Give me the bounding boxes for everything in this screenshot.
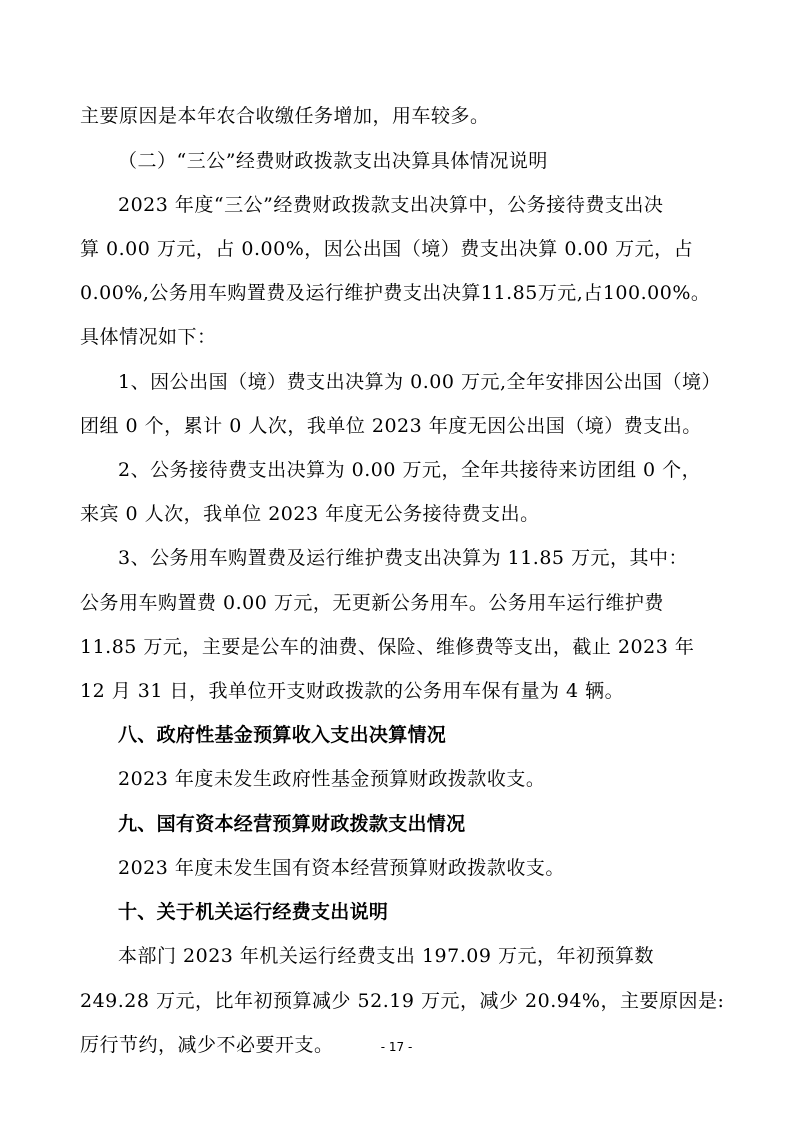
- paragraph-line: 249.28 万元，比年初预算减少 52.19 万元，减少 20.94%，主要原因是:: [80, 990, 725, 1012]
- section-heading: 八、政府性基金预算收入支出决算情况: [118, 724, 447, 746]
- subsection-heading: （二）“三公”经费财政拨款支出决算具体情况说明: [118, 150, 548, 172]
- paragraph-line: 2023 年度未发生政府性基金预算财政拨款收支。: [118, 768, 546, 790]
- section-heading: 十、关于机关运行经费支出说明: [118, 901, 389, 923]
- paragraph-line: 公务用车购置费 0.00 万元，无更新公务用车。公务用车运行维护费: [80, 592, 664, 614]
- paragraph-line: 厉行节约，减少不必要开支。: [80, 1034, 334, 1056]
- paragraph-line: 2、公务接待费支出决算为 0.00 万元，全年共接待来访团组 0 个，: [118, 459, 702, 481]
- paragraph-line: 团组 0 个，累计 0 人次，我单位 2023 年度无因公出国（境）费支出。: [80, 415, 702, 437]
- paragraph-line: 11.85 万元，主要是公车的油费、保险、维修费等支出，截止 2023 年: [80, 636, 695, 658]
- paragraph-line: 12 月 31 日，我单位开支财政拨款的公务用车保有量为 4 辆。: [80, 680, 625, 702]
- paragraph-line: 0.00%,公务用车购置费及运行维护费支出决算11.85万元,占100.00%。: [80, 282, 711, 304]
- section-heading: 九、国有资本经营预算财政拨款支出情况: [118, 813, 466, 835]
- paragraph-line: 3、公务用车购置费及运行维护费支出决算为 11.85 万元，其中：: [118, 547, 689, 569]
- paragraph-line: 2023 年度“三公”经费财政拨款支出决算中，公务接待费支出决: [118, 194, 664, 216]
- page-number: - 17 -: [380, 1040, 413, 1054]
- paragraph-line: 来宾 0 人次，我单位 2023 年度无公务接待费支出。: [80, 503, 540, 525]
- paragraph-line: 本部门 2023 年机关运行经费支出 197.09 万元，年初预算数: [118, 945, 654, 967]
- paragraph-line: 算 0.00 万元，占 0.00%，因公出国（境）费支出决算 0.00 万元，占: [80, 238, 694, 260]
- paragraph-line: 主要原因是本年农合收缴任务增加，用车较多。: [80, 105, 490, 127]
- paragraph-line: 1、因公出国（境）费支出决算为 0.00 万元,全年安排因公出国（境）: [118, 371, 722, 393]
- paragraph-line: 2023 年度未发生国有资本经营预算财政拨款收支。: [118, 857, 565, 879]
- paragraph-line: 具体情况如下：: [80, 326, 217, 348]
